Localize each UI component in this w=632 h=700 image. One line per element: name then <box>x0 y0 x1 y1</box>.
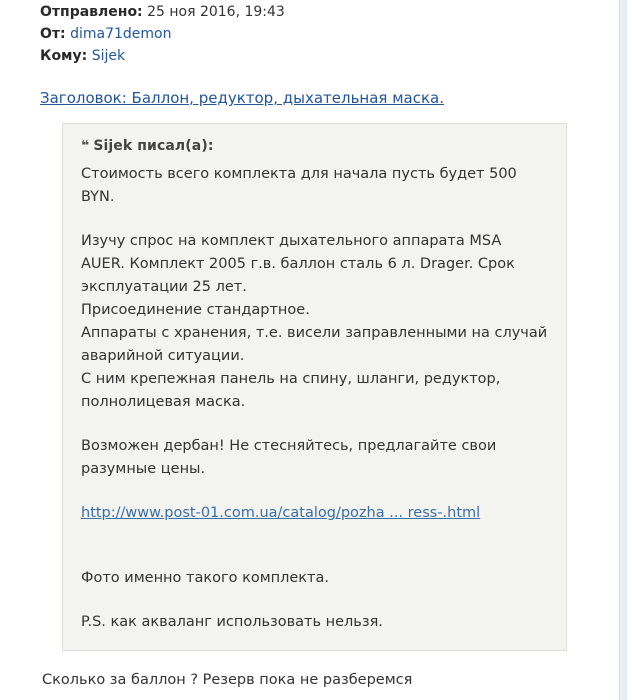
quote-author-header <box>81 138 548 154</box>
catalog-link[interactable]: http://www.post-01.com.ua/catalog/pozha ... ress-.html <box>81 505 481 521</box>
quote-paragraph-storage: Аппараты с хранения, т.е. висели заправленными на случай аварийной ситуации. <box>81 325 548 364</box>
message-meta <box>40 0 592 67</box>
page-right-edge-inner <box>627 0 632 700</box>
meta-row-from <box>40 24 592 45</box>
quote-paragraph-ps: P.S. как акваланг использовать нельзя. <box>81 614 383 630</box>
sent-label: Отправлено: <box>40 4 143 20</box>
meta-row-to <box>40 46 592 67</box>
quote-block <box>62 123 567 651</box>
quote-paragraph-photo: Фото именно такого комплекта. <box>81 570 330 586</box>
quote-link-paragraph <box>81 502 548 525</box>
quote-paragraph-price: Стоимость всего комплекта для начала пусть будет 500 BYN. <box>81 166 517 205</box>
quote-mark-icon: ❝ <box>81 138 90 154</box>
quote-body <box>81 163 548 634</box>
from-label: От: <box>40 26 66 42</box>
sent-value: 25 ноя 2016, 19:43 <box>147 4 285 20</box>
subject-link[interactable]: Заголовок: Баллон, редуктор, дыхательная маска. <box>40 89 444 107</box>
from-user-link[interactable]: dima71demon <box>70 26 172 42</box>
reply-text: Сколько за баллон ? Резерв пока не разберемся <box>42 672 413 688</box>
quote-paragraph-connection: Присоединение стандартное. <box>81 302 310 318</box>
to-label: Кому: <box>40 48 88 64</box>
to-user-link[interactable]: Sijek <box>91 48 126 64</box>
quote-paragraph-offer: Возможен дербан! Не стесняйтесь, предлагайте свои разумные цены. <box>81 438 497 477</box>
message-subject <box>40 89 592 107</box>
meta-row-sent <box>40 2 592 23</box>
quote-author-label: Sijek писал(а): <box>93 138 214 154</box>
quote-paragraph-parts: С ним крепежная панель на спину, шланги, редуктор, полнолицевая маска. <box>81 371 501 410</box>
page-right-edge <box>619 0 632 700</box>
quote-paragraph-description: Изучу спрос на комплект дыхательного аппарата MSA AUER. Комплект 2005 г.в. баллон сталь 6 л. Drager. Срок эксплуатации 25 лет. <box>81 233 515 295</box>
